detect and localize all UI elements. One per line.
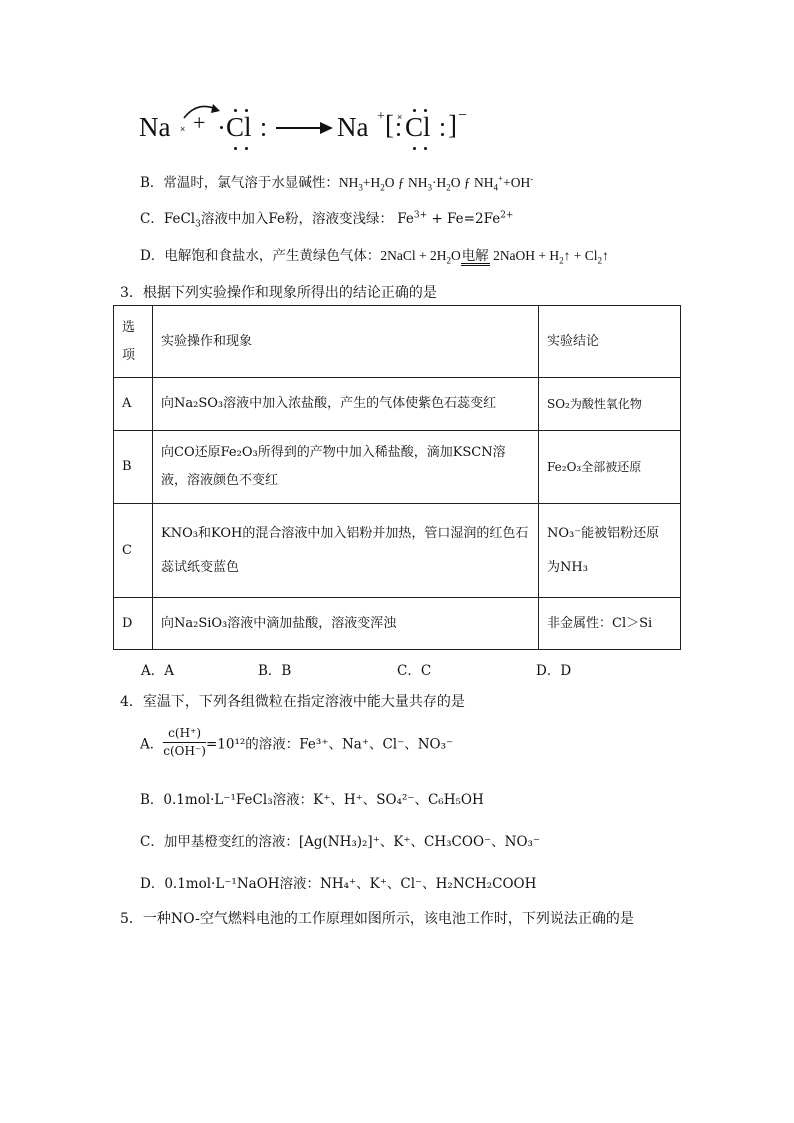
q4-option-c: C．加甲基橙变红的溶液：[Ag(NH₃)₂]⁺、K⁺、CH₃COO⁻、NO₃⁻	[140, 834, 541, 850]
question-3-stem: 3．根据下列实验操作和现象所得出的结论正确的是	[120, 285, 437, 301]
cl-bottom-dot-1	[234, 147, 237, 150]
header-operation: 实验操作和现象	[153, 306, 539, 378]
electrolysis-condition: 电解	[461, 248, 490, 266]
choice-a[interactable]: A．A	[141, 663, 174, 679]
electron-cross: ×	[180, 124, 186, 134]
cl-ion-charge: −	[458, 107, 468, 124]
reaction-arrow	[276, 121, 334, 135]
cl-ion-right-dot-2	[441, 133, 444, 136]
cl-ion-bottom-dot-2	[424, 147, 427, 150]
option-b-lead: B．常温时，氯气溶于水显碱性：	[140, 175, 339, 191]
cl-ion: Cl	[405, 112, 431, 142]
table-header-row	[114, 306, 681, 378]
option-b	[140, 171, 533, 191]
option-d: D．电解饱和食盐水，产生黄绿色气体：2NaCl + $2H_2O$电解 2NaOH + $H_2↑$ + $Cl_2↑$	[140, 248, 609, 266]
na-ion: Na	[337, 112, 369, 142]
cl-right-dot-1	[262, 123, 265, 126]
q4-option-d: D．0.1mol·L⁻¹NaOH溶液：NH₄⁺、K⁺、Cl⁻、H₂NCH₂COOH	[140, 876, 537, 892]
table-row: A 向Na₂SO₃溶液中加入浓盐酸，产生的气体使紫色石蕊变红 SO₂为酸性氧化物	[114, 378, 681, 431]
cl-ion-bottom-dot-1	[413, 147, 416, 150]
table-row: C KNO₃和KOH的混合溶液中加入铝粉并加热，管口湿润的红色石蕊试纸变蓝色 NO₃⁻能被铝粉还原为NH₃	[114, 504, 681, 598]
bracket-close: ]	[448, 110, 457, 140]
plus-sign: +	[193, 110, 206, 135]
header-conclusion: 实验结论	[539, 306, 681, 378]
table-row: D 向Na₂SiO₃溶液中滴加盐酸，溶液变浑浊 非金属性：Cl＞Si	[114, 598, 681, 650]
na-atom: Na	[139, 112, 171, 142]
question-4-stem: 4．室温下，下列各组微粒在指定溶液中能大量共存的是	[120, 694, 465, 710]
cl-atom: Cl	[226, 112, 252, 142]
cl-ion-left-dot-1	[397, 123, 400, 126]
cl-ion-top-dot-2	[424, 109, 427, 112]
q4-option-b: B．0.1mol·L⁻¹FeCl₃溶液：K⁺、H⁺、SO₄²⁻、C₆H₅OH	[140, 792, 484, 808]
cl-ion-top-dot-1	[413, 109, 416, 112]
choice-b[interactable]: B．B	[258, 663, 292, 679]
electron-dot-formula	[0, 95, 794, 155]
header-option: 选项	[114, 306, 153, 378]
cl-left-dot	[220, 126, 223, 129]
option-c: C．FeCl$_3$溶液中加入Fe粉，溶液变浅绿： $Fe^{3+} + Fe=2Fe^{2+}$	[140, 210, 514, 230]
cl-right-dot-2	[262, 133, 265, 136]
choice-c[interactable]: C．C	[397, 663, 432, 679]
h-oh-ratio: $\frac{c(H^+)}{c(OH^-)}$	[163, 726, 206, 758]
experiment-table	[113, 305, 681, 650]
q4-option-a: A． $\frac{c(H^+)}{c(OH^-)}$ =10¹²的溶液：Fe³⁺、Na⁺、Cl⁻、NO₃⁻	[140, 726, 454, 758]
cl-top-dot-1	[234, 109, 237, 112]
cl-bottom-dot-2	[245, 147, 248, 150]
table-row: B 向CO还原Fe₂O₃所得到的产物中加入稀盐酸，滴加KSCN溶液，溶液颜色不变红 Fe₂O₃全部被还原	[114, 431, 681, 504]
option-d-eq: 2NaCl + $2H_2O$电解 2NaOH + $H_2↑$ + $Cl_2↑$	[380, 248, 609, 266]
choice-d[interactable]: D．D	[536, 663, 572, 679]
cl-ion-cross: ×	[397, 112, 403, 122]
na-ion-charge: +	[377, 109, 385, 124]
cl-ion-left-dot-2	[397, 133, 400, 136]
cl-ion-right-dot-1	[441, 123, 444, 126]
option-b-eq: $NH_3+H_2O$ ƒ $NH_3\cdot H_2O$ ƒ $NH_4^++OH^-$	[338, 173, 534, 193]
question-5-stem: 5．一种NO-空气燃料电池的工作原理如图所示，该电池工作时，下列说法正确的是	[120, 911, 634, 927]
cl-top-dot-2	[245, 109, 248, 112]
bracket-open: [	[385, 110, 394, 140]
